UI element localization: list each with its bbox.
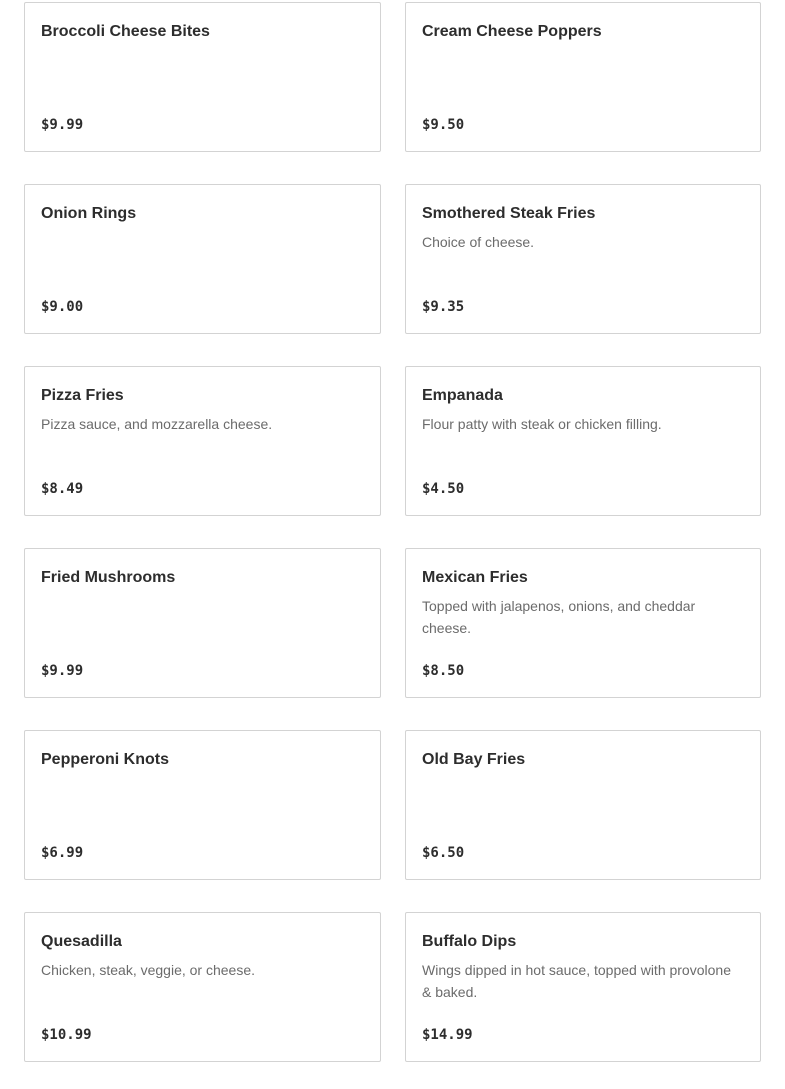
menu-item-card[interactable] — [24, 730, 381, 880]
menu-item-card[interactable] — [405, 366, 761, 516]
menu-item-name: Pizza Fries — [41, 387, 124, 404]
menu-item-card[interactable] — [405, 2, 761, 152]
menu-item-price: $8.50 — [422, 663, 465, 679]
menu-item-price: $8.49 — [41, 481, 84, 497]
menu-item-name: Mexican Fries — [422, 569, 528, 586]
menu-item-description: Flour patty with steak or chicken filling. — [422, 416, 662, 432]
menu-item-description: Choice of cheese. — [422, 234, 535, 250]
menu-item-price: $6.99 — [41, 845, 84, 861]
menu-item-name: Quesadilla — [41, 933, 122, 950]
menu-item-name: Smothered Steak Fries — [422, 205, 596, 222]
menu-item-name: Pepperoni Knots — [41, 751, 170, 768]
menu-item-price: $9.00 — [41, 299, 84, 315]
menu-item-description: Wings dipped in hot sauce, topped with provolone & baked. — [422, 962, 731, 1000]
menu-item-description: Chicken, steak, veggie, or cheese. — [41, 962, 256, 978]
menu-item-price: $9.50 — [422, 117, 465, 133]
menu-item-card[interactable] — [24, 2, 381, 152]
menu-item-description: Pizza sauce, and mozzarella cheese. — [41, 416, 273, 432]
menu-item-card[interactable] — [405, 912, 761, 1062]
menu-item-price: $9.99 — [41, 117, 84, 133]
menu-item-name: Broccoli Cheese Bites — [41, 23, 210, 40]
menu-item-price: $4.50 — [422, 481, 465, 497]
menu-item-price: $10.99 — [41, 1027, 92, 1043]
menu-item-description: Topped with jalapenos, onions, and cheddar cheese. — [422, 598, 696, 636]
menu-item-card[interactable] — [24, 548, 381, 698]
menu-item-name: Buffalo Dips — [422, 933, 517, 950]
menu-item-card[interactable] — [405, 184, 761, 334]
menu-items-grid — [24, 2, 761, 1062]
menu-item-name: Fried Mushrooms — [41, 569, 176, 586]
menu-item-name: Old Bay Fries — [422, 751, 526, 768]
menu-item-price: $6.50 — [422, 845, 465, 861]
menu-item-price: $14.99 — [422, 1027, 473, 1043]
menu-item-card[interactable] — [405, 730, 761, 880]
menu-item-card[interactable] — [24, 912, 381, 1062]
menu-item-card[interactable] — [24, 184, 381, 334]
menu-item-card[interactable] — [405, 548, 761, 698]
menu-item-price: $9.35 — [422, 299, 465, 315]
menu-item-card[interactable] — [24, 366, 381, 516]
menu-item-name: Cream Cheese Poppers — [422, 23, 602, 40]
menu-item-name: Empanada — [422, 387, 503, 404]
menu-item-price: $9.99 — [41, 663, 84, 679]
menu-item-name: Onion Rings — [41, 205, 137, 222]
